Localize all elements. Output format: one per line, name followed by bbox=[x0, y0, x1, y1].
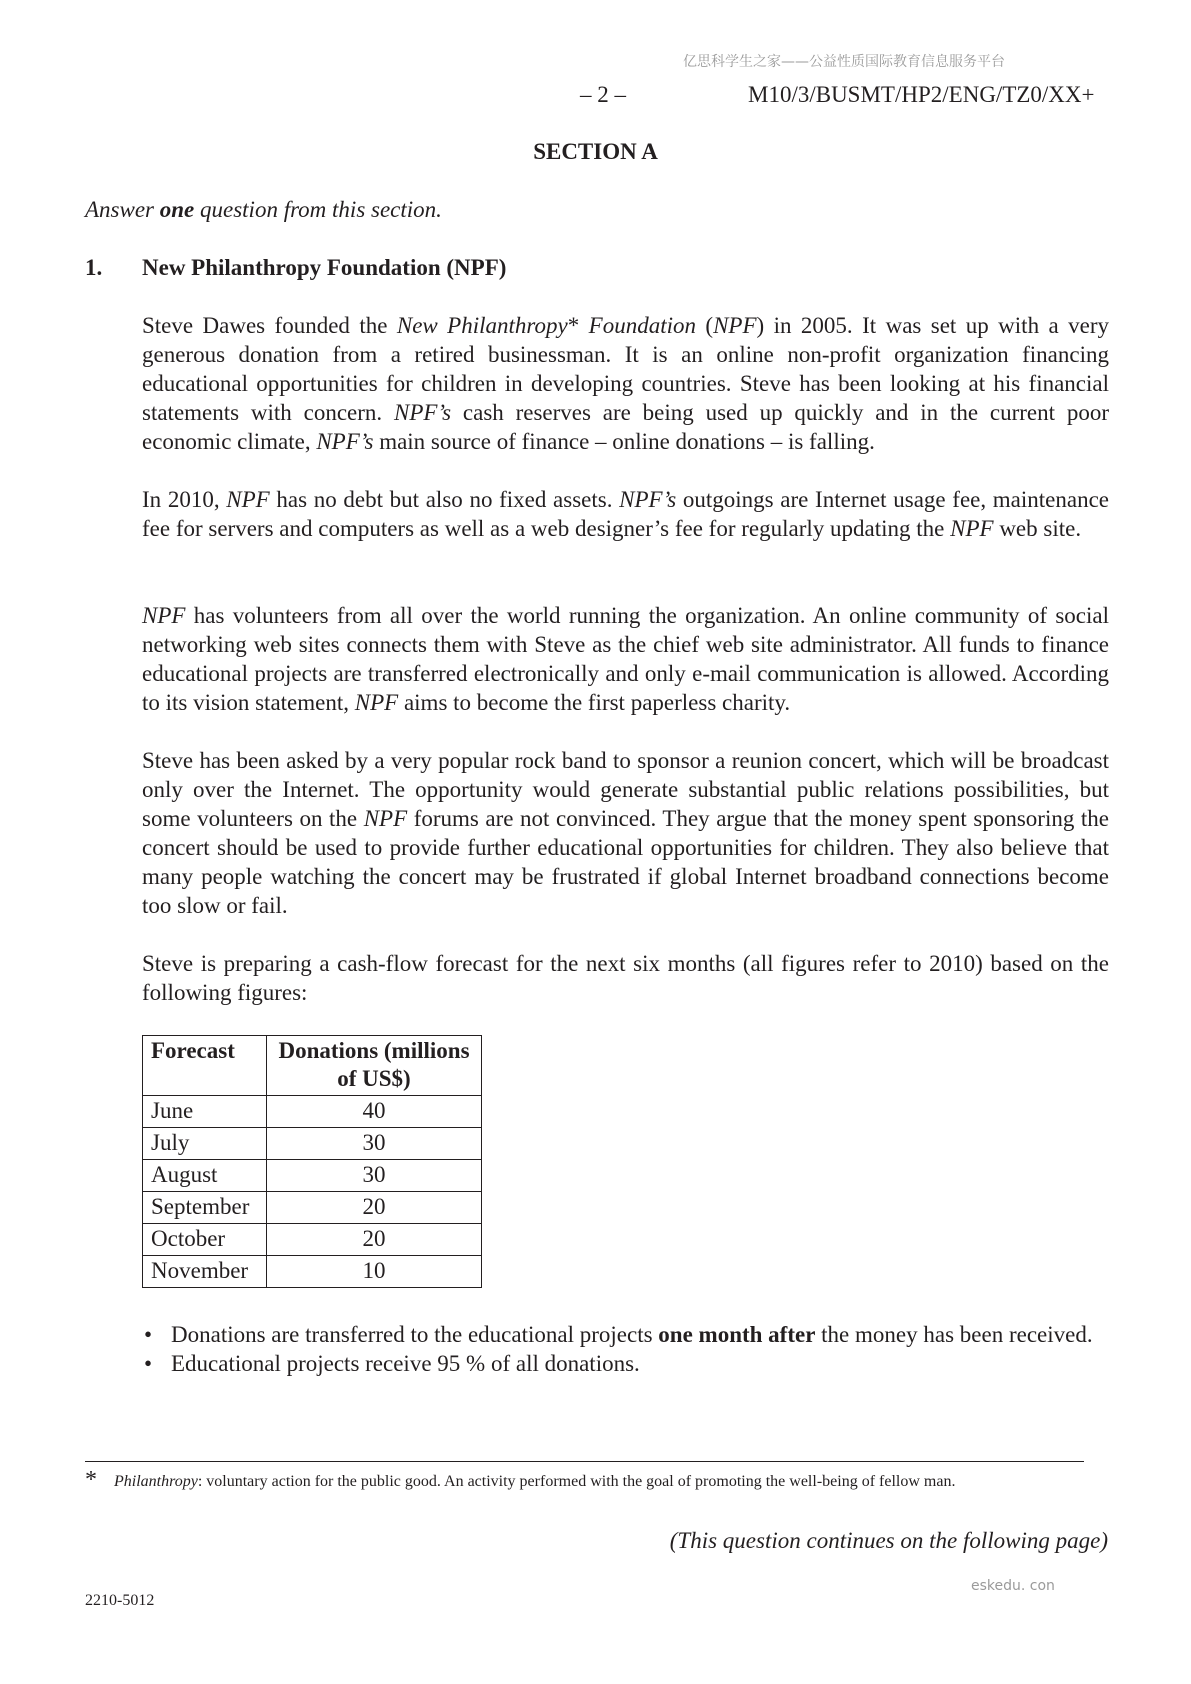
month-cell: June bbox=[143, 1096, 267, 1128]
table-row bbox=[143, 1224, 482, 1256]
month-cell: November bbox=[143, 1256, 267, 1288]
text-run: aims to become the first paperless charity. bbox=[398, 690, 791, 715]
continuation-note: (This question continues on the following page) bbox=[669, 1528, 1108, 1553]
italic-run: NPF bbox=[363, 806, 408, 831]
donation-cell: 20 bbox=[267, 1224, 482, 1256]
table-row bbox=[143, 1192, 482, 1224]
paragraph-outgoings bbox=[142, 485, 1109, 543]
table-row bbox=[143, 1160, 482, 1192]
instruction-text: Answer bbox=[85, 197, 160, 222]
page-number: – 2 – bbox=[580, 82, 626, 107]
text-run: outgoings are Internet usage fee, maintenance fee for servers and computers as well as a web designer’s fee for regularly updating the bbox=[142, 487, 1109, 541]
donation-cell: 20 bbox=[267, 1192, 482, 1224]
text-run: forums are not convinced. They argue that the money spent sponsoring the concert should be used to provide further educational opportunities for children. They also believe that many people watching the concert may be frustrated if global Internet broadband connections become too slow or fail. bbox=[142, 806, 1109, 918]
table-row bbox=[143, 1256, 482, 1288]
italic-run: NPF bbox=[950, 516, 994, 541]
italic-run: NPF’s bbox=[316, 429, 374, 454]
text-run: Donations are transferred to the educational projects bbox=[171, 1322, 659, 1347]
italic-run: New Philanthropy bbox=[396, 313, 568, 338]
footnote-text: : voluntary action for the public good. An activity performed with the goal of promoting the well-being of fellow man. bbox=[197, 1473, 956, 1490]
text-run: Educational projects receive 95 % of all donations. bbox=[171, 1351, 640, 1376]
italic-run: NPF bbox=[142, 603, 186, 628]
column-header: Forecast bbox=[143, 1036, 267, 1096]
text-run: has volunteers from all over the world running the organization. An online community of social networking web sites connects them with Steve as the chief web site administrator. All funds to finance educational projects are transferred electronically and only e-mail communication is allowed. According to its vision statement, bbox=[142, 603, 1109, 715]
text-run: web site. bbox=[993, 516, 1082, 541]
month-cell: August bbox=[143, 1160, 267, 1192]
bullet-icon: • bbox=[144, 1322, 153, 1347]
section-title: SECTION A bbox=[533, 139, 658, 164]
watermark-top: 亿思科学生之家——公益性质国际教育信息服务平台 bbox=[683, 54, 1005, 70]
section-instruction bbox=[85, 195, 442, 224]
paper-code: M10/3/BUSMT/HP2/ENG/TZ0/XX+ bbox=[748, 82, 1095, 107]
list-item bbox=[142, 1320, 1109, 1349]
instruction-emphasis: one bbox=[159, 197, 195, 222]
assumption-list bbox=[142, 1320, 1109, 1378]
italic-run: NPF bbox=[354, 690, 399, 715]
text-run: the money has been received. bbox=[815, 1322, 1093, 1347]
month-cell: September bbox=[143, 1192, 267, 1224]
text-run: ( bbox=[695, 313, 714, 338]
table-row bbox=[143, 1096, 482, 1128]
watermark-bottom: eskedu. con bbox=[971, 1578, 1055, 1594]
italic-run: NPF’s bbox=[393, 400, 452, 425]
italic-run: NPF bbox=[713, 313, 757, 338]
bold-run: one month after bbox=[658, 1322, 816, 1347]
donations-forecast-table bbox=[142, 1035, 482, 1288]
text-run: main source of finance – online donations – is falling. bbox=[373, 429, 875, 454]
footnote bbox=[114, 1471, 955, 1493]
text-run: Steve has been asked by a very popular rock band to sponsor a reunion concert, which will be broadcast only over the Internet. The opportunity would generate substantial public relations possibilities, but some volunteers on the bbox=[142, 748, 1109, 831]
question-title: New Philanthropy Foundation (NPF) bbox=[142, 255, 507, 280]
footnote-divider bbox=[85, 1461, 1084, 1462]
donation-cell: 30 bbox=[267, 1160, 482, 1192]
text-run: * bbox=[567, 313, 589, 338]
bullet-icon: • bbox=[144, 1351, 153, 1376]
donation-cell: 10 bbox=[267, 1256, 482, 1288]
footnote-marker: * bbox=[85, 1467, 97, 1493]
italic-run: NPF’s bbox=[619, 487, 677, 512]
text-run: ) in 2005. It was set up with a very generous donation from a retired businessman. It is an online non-profit organization financing educational opportunities for children in developing countries. Steve has been looking at his financial statements with concern. bbox=[142, 313, 1109, 425]
instruction-text: question from this section. bbox=[194, 197, 442, 222]
text-run: cash reserves are being used up quickly and in the current poor economic climate, bbox=[142, 400, 1109, 454]
table-row bbox=[143, 1128, 482, 1160]
donation-cell: 30 bbox=[267, 1128, 482, 1160]
paragraph-cashflow: Steve is preparing a cash-flow forecast for the next six months (all figures refer to 2010) based on the following figures: bbox=[142, 951, 1109, 1005]
italic-run: NPF bbox=[226, 487, 270, 512]
text-run: Steve Dawes founded the bbox=[142, 313, 397, 338]
paragraph-intro bbox=[142, 311, 1109, 456]
paragraph-concert bbox=[142, 746, 1109, 920]
donation-cell: 40 bbox=[267, 1096, 482, 1128]
table-header-row bbox=[143, 1036, 482, 1096]
text-run: has no debt but also no fixed assets. bbox=[269, 487, 620, 512]
text-run: In 2010, bbox=[142, 487, 227, 512]
list-item bbox=[142, 1349, 1109, 1378]
question-number: 1. bbox=[85, 255, 103, 280]
footnote-term: Philanthropy bbox=[114, 1473, 198, 1490]
month-cell: July bbox=[143, 1128, 267, 1160]
paragraph-volunteers bbox=[142, 601, 1109, 717]
document-code: 2210-5012 bbox=[85, 1592, 155, 1609]
column-header: Donations (millions of US$) bbox=[267, 1036, 482, 1096]
italic-run: Foundation bbox=[588, 313, 696, 338]
month-cell: October bbox=[143, 1224, 267, 1256]
